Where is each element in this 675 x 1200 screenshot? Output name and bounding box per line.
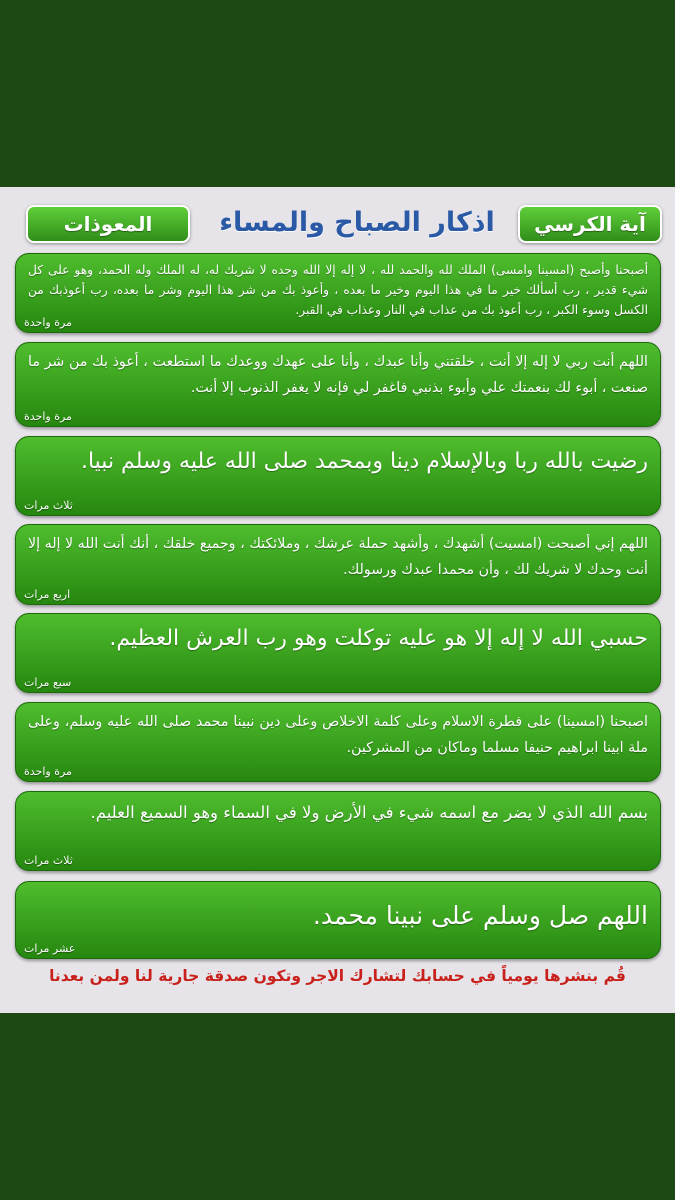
repeat-count: مرة واحدة: [24, 316, 72, 329]
dhikr-card: [15, 436, 661, 516]
dhikr-text: اصبحنا (امسينا) على فطرة الاسلام وعلى كلمة الاخلاص وعلى دين نبينا محمد صلى الله عليه وسلم، وعلى ملة ابينا ابراهيم حنيفا مسلما وماكان من المشركين.: [28, 714, 648, 756]
dhikr-card: [15, 613, 661, 693]
dhikr-card: [15, 791, 661, 871]
repeat-count: ثلاث مرات: [24, 499, 73, 512]
poster-title: اذكار الصباح والمساء: [219, 206, 495, 238]
dhikr-card: [15, 524, 661, 605]
adhkar-poster: [0, 187, 675, 1013]
dhikr-text: حسبي الله لا إله إلا هو عليه توكلت وهو رب العرش العظيم.: [109, 626, 648, 651]
dhikr-card: [15, 881, 661, 959]
dhikr-card: [15, 342, 661, 427]
repeat-count: اربع مرات: [24, 588, 71, 601]
muawwidhat-label: المعوذات: [26, 205, 190, 243]
dhikr-card: [15, 702, 661, 782]
dhikr-text: رضيت بالله ربا وبالإسلام دينا وبمحمد صلى الله عليه وسلم نبيا.: [80, 449, 648, 474]
dhikr-card: [15, 253, 661, 333]
dhikr-text: اللهم أنت ربي لا إله إلا أنت ، خلقتني وأنا عبدك ، وأنا على عهدك ووعدك ما استطعت ، أعوذ بك من شر ما صنعت ، أبوء لك بنعمتك علي وأبوء بذنبي فاغفر لي فإنه لا يغفر الذنوب إلا أنت.: [28, 354, 648, 396]
repeat-count: مرة واحدة: [24, 410, 72, 423]
repeat-count: عشر مرات: [24, 942, 76, 955]
poster-header: [14, 201, 662, 243]
repeat-count: ثلاث مرات: [24, 854, 73, 867]
ayat-al-kursi-label: آية الكرسي: [518, 205, 662, 243]
share-reminder: قُم بنشرها يومياً في حسابك لتشارك الاجر وتكون صدقة جارية لنا ولمن بعدنا: [49, 967, 626, 985]
dhikr-text: أصبحنا وأصبح (امسينا وامسى) الملك لله والحمد لله ، لا إله إلا الله وحده لا شريك له، له الملك وله الحمد، وهو على كل شيء قدير ، رب أسألك خير ما في هذا اليوم وخير ما بعده ، وأعوذ بك من شر هذا اليوم وشر ما بعده، رب أعوذبك من الكسل وسوء الكبر ، رب أعوذ بك من عذاب في النار وعذاب في القبر.: [28, 263, 648, 317]
repeat-count: مرة واحدة: [24, 765, 72, 778]
dhikr-text: اللهم صل وسلم على نبينا محمد.: [312, 901, 648, 930]
dhikr-text: بسم الله الذي لا يضر مع اسمه شيء في الأرض ولا في السماء وهو السميع العليم.: [90, 803, 648, 822]
repeat-count: سبع مرات: [24, 676, 72, 689]
dhikr-text: اللهم إني أصبحت (امسيت) أشهدك ، وأشهد حملة عرشك ، وملائكتك ، وجميع خلقك ، أنك أنت الله لا إله إلا أنت وحدك لا شريك لك ، وأن محمدا عبدك ورسولك.: [28, 536, 648, 578]
